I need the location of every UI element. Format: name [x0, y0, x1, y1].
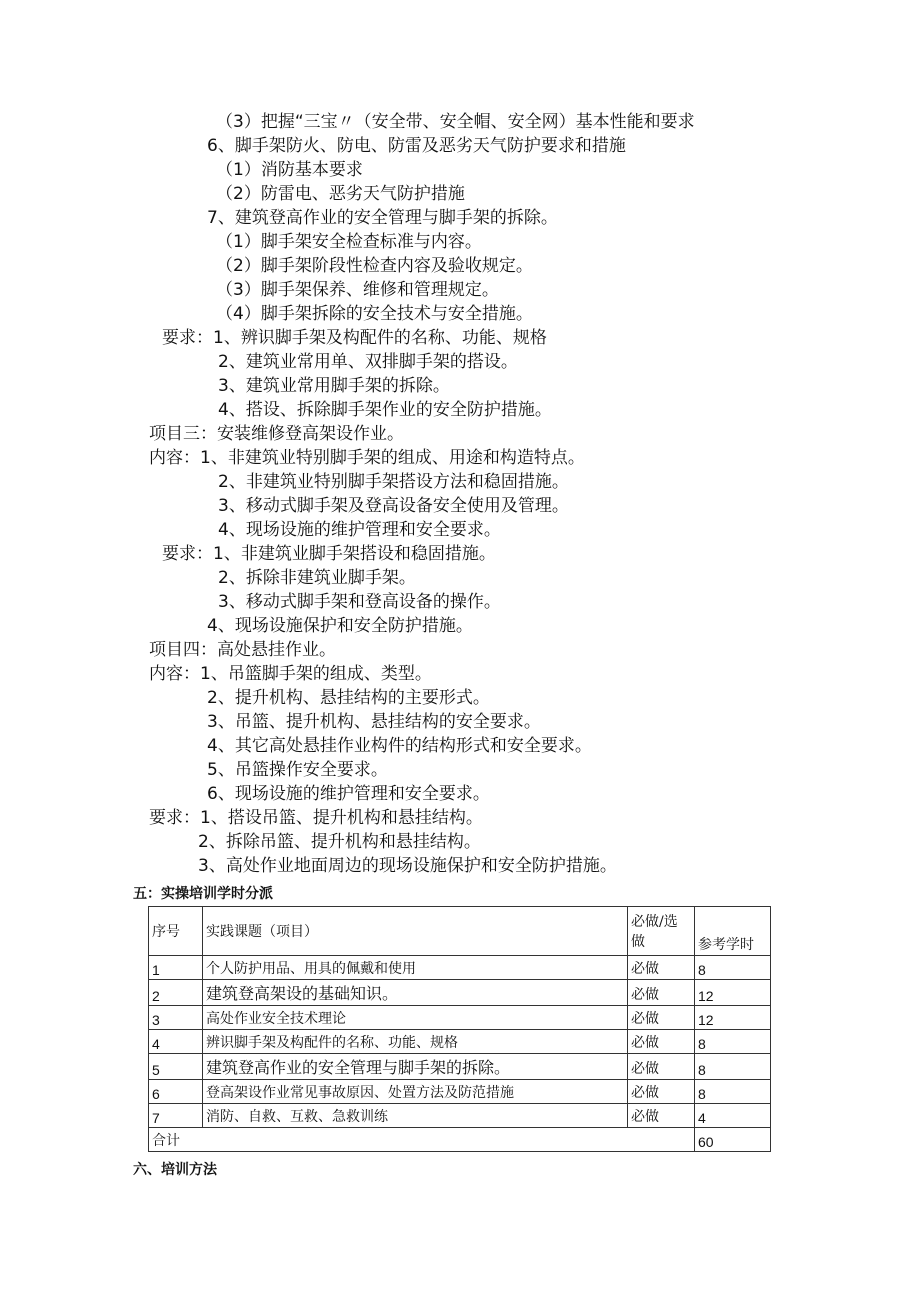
table-row: [149, 1080, 771, 1104]
row-number: 4: [149, 1030, 203, 1054]
text-line: 5、吊篮操作安全要求。: [207, 760, 388, 780]
header-cell: 参考学时: [695, 907, 771, 956]
table-header-row: [149, 907, 771, 956]
total-hours: 60: [695, 1128, 771, 1152]
row-required: 必做: [628, 1080, 695, 1104]
row-topic: 建筑登高架设的基础知识。: [203, 980, 628, 1006]
text-line: 3、高处作业地面周边的现场设施保护和安全防护措施。: [198, 856, 617, 876]
text-line: 2、建筑业常用单、双排脚手架的搭设。: [218, 352, 518, 372]
text-line: 7、建筑登高作业的安全管理与脚手架的拆除。: [207, 208, 558, 228]
text-line: （2）防雷电、恶劣天气防护措施: [216, 184, 465, 204]
text-line: （1）消防基本要求: [216, 160, 363, 180]
text-line: （1）脚手架安全检查标准与内容。: [216, 232, 482, 252]
text-line: 6、现场设施的维护管理和安全要求。: [207, 784, 490, 804]
table-row: [149, 1104, 771, 1128]
row-required: 必做: [628, 980, 695, 1006]
table-row: [149, 980, 771, 1006]
header-cell: 序号: [149, 907, 203, 956]
row-number: 2: [149, 980, 203, 1006]
text-line: （3）把握“三宝〃（安全带、安全帽、安全网）基本性能和要求: [216, 112, 695, 132]
text-line: 内容：1、吊篮脚手架的组成、类型。: [149, 664, 432, 684]
text-line: 3、建筑业常用脚手架的拆除。: [218, 376, 450, 396]
row-number: 5: [149, 1054, 203, 1080]
text-line: 要求：1、非建筑业脚手架搭设和稳固措施。: [162, 544, 496, 564]
text-line: 内容：1、非建筑业特别脚手架的组成、用途和构造特点。: [149, 448, 585, 468]
text-line: 3、吊篮、提升机构、悬挂结构的安全要求。: [207, 712, 541, 732]
text-line: 4、搭设、拆除脚手架作业的安全防护措施。: [218, 400, 552, 420]
text-line: 2、拆除非建筑业脚手架。: [218, 568, 416, 588]
text-line: 4、现场设施保护和安全防护措施。: [207, 616, 473, 636]
row-topic: 消防、自救、互救、急救训练: [203, 1104, 628, 1128]
row-hours: 4: [695, 1104, 771, 1128]
row-topic: 辨识脚手架及构配件的名称、功能、规格: [203, 1030, 628, 1054]
project-heading: 项目四：高处悬挂作业。: [149, 640, 336, 660]
row-hours: 8: [695, 1054, 771, 1080]
text-line: 4、现场设施的维护管理和安全要求。: [218, 520, 501, 540]
row-hours: 12: [695, 980, 771, 1006]
row-number: 6: [149, 1080, 203, 1104]
row-topic: 登高架设作业常见事故原因、处置方法及防范措施: [203, 1080, 628, 1104]
text-line: 2、拆除吊篮、提升机构和悬挂结构。: [198, 832, 481, 852]
text-line: 6、脚手架防火、防电、防雷及恶劣天气防护要求和措施: [207, 136, 626, 156]
text-line: 2、提升机构、悬挂结构的主要形式。: [207, 688, 490, 708]
row-hours: 12: [695, 1006, 771, 1030]
row-topic: 个人防护用品、用具的佩戴和使用: [203, 956, 628, 980]
row-number: 7: [149, 1104, 203, 1128]
text-line: 要求：1、辨识脚手架及构配件的名称、功能、规格: [162, 328, 547, 348]
text-line: 要求：1、搭设吊篮、提升机构和悬挂结构。: [149, 808, 483, 828]
row-topic: 高处作业安全技术理论: [203, 1006, 628, 1030]
row-required: 必做: [628, 1104, 695, 1128]
text-line: （2）脚手架阶段性检查内容及验收规定。: [216, 256, 533, 276]
training-hours-table: [148, 906, 771, 1152]
row-topic: 建筑登高作业的安全管理与脚手架的拆除。: [203, 1054, 628, 1080]
header-cell: 必做/选做: [628, 907, 695, 956]
text-line: 3、移动式脚手架及登高设备安全使用及管理。: [218, 496, 569, 516]
text-line: 2、非建筑业特别脚手架搭设方法和稳固措施。: [218, 472, 569, 492]
row-hours: 8: [695, 1030, 771, 1054]
row-hours: 8: [695, 956, 771, 980]
table-row: [149, 956, 771, 980]
table-row: [149, 1054, 771, 1080]
table-total-row: [149, 1128, 771, 1152]
row-number: 3: [149, 1006, 203, 1030]
section-heading: 五：实操培训学时分派: [133, 886, 273, 902]
text-line: 4、其它高处悬挂作业构件的结构形式和安全要求。: [207, 736, 592, 756]
project-heading: 项目三：安装维修登高架设作业。: [149, 424, 404, 444]
table-row: [149, 1030, 771, 1054]
row-hours: 8: [695, 1080, 771, 1104]
row-required: 必做: [628, 956, 695, 980]
table-row: [149, 1006, 771, 1030]
text-line: （4）脚手架拆除的安全技术与安全措施。: [216, 304, 533, 324]
row-required: 必做: [628, 1030, 695, 1054]
row-required: 必做: [628, 1054, 695, 1080]
header-cell: 实践课题（项目）: [203, 907, 628, 956]
total-label: 合计: [149, 1128, 695, 1152]
row-number: 1: [149, 956, 203, 980]
text-line: （3）脚手架保养、维修和管理规定。: [216, 280, 499, 300]
text-line: 3、移动式脚手架和登高设备的操作。: [218, 592, 501, 612]
row-required: 必做: [628, 1006, 695, 1030]
section-heading: 六、培训方法: [133, 1162, 217, 1178]
